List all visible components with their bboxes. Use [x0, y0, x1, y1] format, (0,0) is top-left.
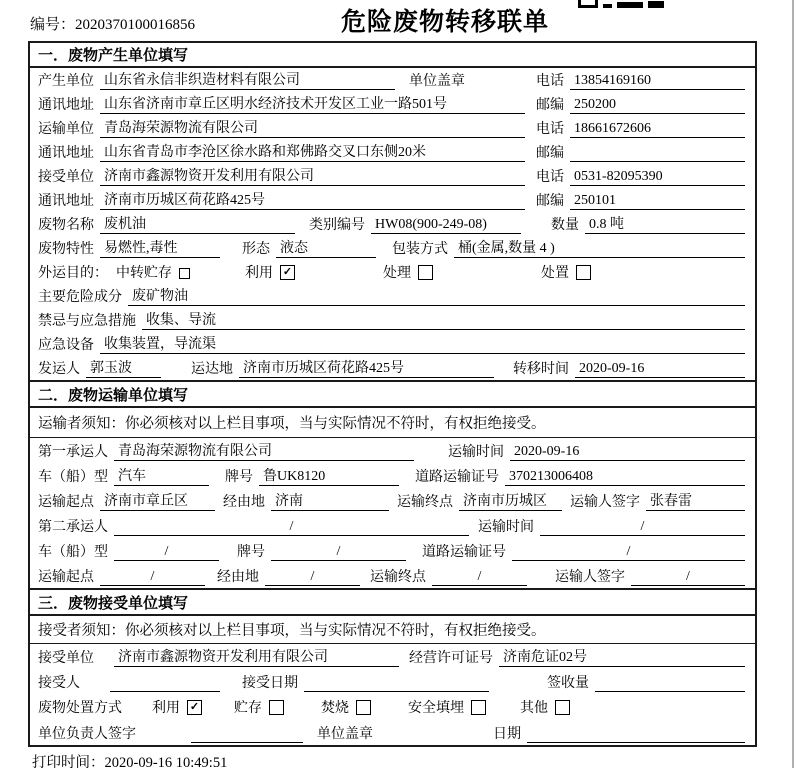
serial-value: 2020370100016856 — [75, 17, 196, 33]
second-carrier-label: 第二承运人 — [38, 520, 108, 535]
accept-date-value — [304, 673, 489, 692]
row-route-2 — [30, 563, 755, 588]
transport-phone-value: 18661672606 — [570, 119, 745, 138]
receiver-address-label: 通讯地址 — [38, 194, 94, 209]
accept-date-label: 接受日期 — [242, 676, 298, 691]
stamp-fragment — [603, 4, 612, 8]
transport-unit-label: 运输单位 — [38, 122, 94, 137]
row-transport-unit — [30, 116, 755, 140]
vehicle-type-label: 车（船）型 — [38, 470, 108, 485]
row-receiver-address — [30, 188, 755, 212]
producer-address-value: 山东省济南市章丘区明水经济技术开发区工业一路501号 — [100, 95, 525, 114]
via-label: 经由地 — [223, 495, 265, 510]
row-shipper — [30, 356, 755, 380]
producer-address-label: 通讯地址 — [38, 98, 94, 113]
storage-checkbox — [269, 700, 284, 715]
plate-value: 鲁UK8120 — [259, 467, 399, 486]
incinerate-checkbox — [356, 700, 371, 715]
emergency-equipment-label: 应急设备 — [38, 338, 94, 353]
receiver-unit-value: 济南市鑫源物资开发利用有限公司 — [100, 167, 525, 186]
other-checkbox — [555, 700, 570, 715]
origin2-label: 运输起点 — [38, 570, 94, 585]
disposal-method-label: 废物处置方式 — [38, 701, 122, 716]
stamp-fragment — [648, 1, 664, 8]
endpoint-label: 运输终点 — [397, 495, 453, 510]
manifest-form — [28, 41, 757, 747]
row-receiver-unit — [30, 164, 755, 188]
row-route-1 — [30, 488, 755, 513]
option-disposal-utilize — [152, 697, 202, 717]
seal-date-value — [527, 724, 745, 743]
storage-label: 贮存 — [234, 701, 262, 716]
outbound-purpose-label: 外运目的： — [38, 266, 108, 281]
seal-date-label: 日期 — [493, 727, 521, 742]
transport-time2-label: 运输时间 — [478, 520, 534, 535]
origin-value: 济南市章丘区 — [100, 492, 215, 511]
transport-address-value: 山东省青岛市李沧区徐水路和郑佛路交叉口东侧20米 — [100, 143, 525, 162]
receiver-address-value: 济南市历城区荷花路425号 — [100, 191, 525, 210]
packing-label: 包装方式 — [392, 242, 448, 257]
origin2-value: / — [100, 567, 205, 586]
waste-form-value: 液态 — [276, 239, 376, 258]
accept-unit-label: 接受单位 — [38, 651, 94, 666]
carrier-signature2-value: / — [631, 567, 745, 586]
plate2-label: 牌号 — [237, 545, 265, 560]
producer-phone-value: 13854169160 — [570, 71, 745, 90]
serial-number — [30, 13, 195, 34]
vehicle-type-value: 汽车 — [114, 467, 209, 486]
option-transfer-storage — [116, 262, 190, 282]
page-title: 危险废物转移联单 — [340, 9, 550, 36]
shipper-label: 发运人 — [38, 362, 80, 377]
section3-header: 三．废物接受单位填写 — [30, 588, 755, 616]
endpoint2-label: 运输终点 — [370, 570, 426, 585]
row-accept-unit — [30, 644, 755, 669]
waste-name-value: 废机油 — [100, 215, 295, 234]
option-incinerate — [321, 697, 371, 717]
waste-code-label: 类别编号 — [309, 218, 365, 233]
accept-person-label: 接受人 — [38, 676, 80, 691]
row-accept-person — [30, 669, 755, 694]
transfer-date-value: 2020-09-16 — [575, 359, 745, 378]
first-carrier-value: 青岛海荣源物流有限公司 — [114, 442, 414, 461]
stamp-fragment — [578, 0, 598, 8]
option-dispose — [541, 262, 591, 282]
plate2-value: / — [271, 542, 406, 561]
option-utilize — [245, 262, 295, 282]
waste-quantity-label: 数量 — [551, 218, 579, 233]
print-time — [32, 751, 227, 768]
accept-person-value — [110, 673, 220, 692]
destination-label: 运达地 — [191, 362, 233, 377]
producer-unit-label: 产生单位 — [38, 74, 94, 89]
row-waste-character — [30, 236, 755, 260]
utilize-checkbox: ✓ — [280, 265, 295, 280]
section1-header: 一．废物产生单位填写 — [30, 43, 755, 68]
via-value: 济南 — [271, 492, 389, 511]
vehicle-type2-value: / — [114, 542, 219, 561]
first-carrier-label: 第一承运人 — [38, 445, 108, 460]
transport-time-label: 运输时间 — [448, 445, 504, 460]
road-permit-value: 370213006408 — [505, 467, 745, 486]
transport-zip-label: 邮编 — [536, 146, 564, 161]
producer-phone-label: 电话 — [536, 74, 564, 89]
row-first-carrier — [30, 438, 755, 463]
unit-seal-label: 单位盖章 — [409, 74, 465, 89]
carrier-signature-label: 运输人签字 — [570, 495, 640, 510]
license-value: 济南危证02号 — [499, 648, 745, 667]
road-permit2-label: 道路运输证号 — [422, 545, 506, 560]
plate-label: 牌号 — [225, 470, 253, 485]
packing-value: 桶(金属,数量 4 ) — [454, 239, 745, 258]
accept-unit-value: 济南市鑫源物资开发利用有限公司 — [114, 648, 399, 667]
via2-label: 经由地 — [217, 570, 259, 585]
row-vehicle-type-2 — [30, 538, 755, 563]
producer-zip-value: 250200 — [570, 95, 745, 114]
transport-time-value: 2020-09-16 — [510, 442, 745, 461]
utilize-label: 利用 — [245, 266, 273, 281]
page-edge-divider — [792, 0, 794, 768]
dispose-checkbox — [576, 265, 591, 280]
hazard-component-value: 废矿物油 — [128, 287, 745, 306]
section2-header: 二．废物运输单位填写 — [30, 380, 755, 408]
received-quantity-label: 签收量 — [547, 676, 589, 691]
transport-unit-value: 青岛海荣源物流有限公司 — [100, 119, 525, 138]
vehicle-type2-label: 车（船）型 — [38, 545, 108, 560]
responsible-signature-value — [191, 724, 303, 743]
row-vehicle-type-1 — [30, 463, 755, 488]
option-other — [520, 697, 570, 717]
receiver-phone-value: 0531-82095390 — [570, 167, 745, 186]
receiver-unit-label: 接受单位 — [38, 170, 94, 185]
row-outbound-purpose — [30, 260, 755, 284]
incinerate-label: 焚烧 — [321, 701, 349, 716]
producer-zip-label: 邮编 — [536, 98, 564, 113]
waste-form-label: 形态 — [242, 242, 270, 257]
row-hazard-component — [30, 284, 755, 308]
option-landfill — [408, 697, 486, 717]
destination-value: 济南市历城区荷花路425号 — [239, 359, 494, 378]
serial-label: 编号： — [30, 17, 76, 33]
waste-name-label: 废物名称 — [38, 218, 94, 233]
origin-label: 运输起点 — [38, 495, 94, 510]
row-responsible-signature — [30, 719, 755, 745]
row-second-carrier — [30, 513, 755, 538]
receiver-zip-label: 邮编 — [536, 194, 564, 209]
waste-code-value: HW08(900-249-08) — [371, 215, 521, 234]
hazard-component-label: 主要危险成分 — [38, 290, 122, 305]
transport-zip-value — [570, 143, 745, 162]
option-treat — [383, 262, 433, 282]
license-label: 经营许可证号 — [409, 651, 493, 666]
unit-seal2-label: 单位盖章 — [317, 727, 373, 742]
receiver-phone-label: 电话 — [536, 170, 564, 185]
transfer-storage-label: 中转贮存 — [116, 266, 172, 281]
row-emergency-equipment — [30, 332, 755, 356]
responsible-signature-label: 单位负责人签字 — [38, 727, 136, 742]
landfill-checkbox — [471, 700, 486, 715]
landfill-label: 安全填埋 — [408, 701, 464, 716]
other-label: 其他 — [520, 701, 548, 716]
endpoint2-value: / — [432, 567, 527, 586]
treat-label: 处理 — [383, 266, 411, 281]
disposal-utilize-checkbox: ✓ — [187, 700, 202, 715]
disposal-utilize-label: 利用 — [152, 701, 180, 716]
row-disposal-method — [30, 694, 755, 719]
via2-value: / — [265, 567, 360, 586]
second-carrier-value: / — [114, 517, 469, 536]
transfer-date-label: 转移时间 — [513, 362, 569, 377]
cutoff-stamp-icon — [578, 0, 664, 8]
waste-character-label: 废物特性 — [38, 242, 94, 257]
row-waste-name — [30, 212, 755, 236]
transfer-storage-checkbox — [179, 268, 190, 279]
carrier-signature2-label: 运输人签字 — [555, 570, 625, 585]
row-emergency-measures — [30, 308, 755, 332]
option-storage — [234, 697, 284, 717]
shipper-value: 郭玉波 — [86, 359, 161, 378]
row-transport-address — [30, 140, 755, 164]
road-permit2-value: / — [512, 542, 745, 561]
receiver-zip-value: 250101 — [570, 191, 745, 210]
print-time-label: 打印时间： — [32, 755, 105, 768]
received-quantity-value — [595, 673, 745, 692]
dispose-label: 处置 — [541, 266, 569, 281]
transport-address-label: 通讯地址 — [38, 146, 94, 161]
road-permit-label: 道路运输证号 — [415, 470, 499, 485]
row-producer-unit — [30, 68, 755, 92]
print-time-value: 2020-09-16 10:49:51 — [104, 755, 228, 768]
endpoint-value: 济南市历城区 — [459, 492, 562, 511]
emergency-measures-label: 禁忌与应急措施 — [38, 314, 136, 329]
producer-unit-value: 山东省永信非织造材料有限公司 — [100, 71, 395, 90]
receiver-notice: 接受者须知：你必须核对以上栏目事项，当与实际情况不符时，有权拒绝接受。 — [30, 616, 755, 644]
waste-character-value: 易燃性,毒性 — [100, 239, 220, 258]
transport-phone-label: 电话 — [536, 122, 564, 137]
waste-quantity-value: 0.8 吨 — [585, 215, 745, 234]
emergency-measures-value: 收集、导流 — [142, 311, 745, 330]
row-producer-address — [30, 92, 755, 116]
stamp-fragment — [617, 2, 643, 8]
carrier-notice: 运输者须知：你必须核对以上栏目事项，当与实际情况不符时，有权拒绝接受。 — [30, 408, 755, 438]
transport-time2-value: / — [540, 517, 745, 536]
carrier-signature-value: 张春雷 — [646, 492, 745, 511]
emergency-equipment-value: 收集装置，导流渠 — [100, 335, 745, 354]
treat-checkbox — [418, 265, 433, 280]
